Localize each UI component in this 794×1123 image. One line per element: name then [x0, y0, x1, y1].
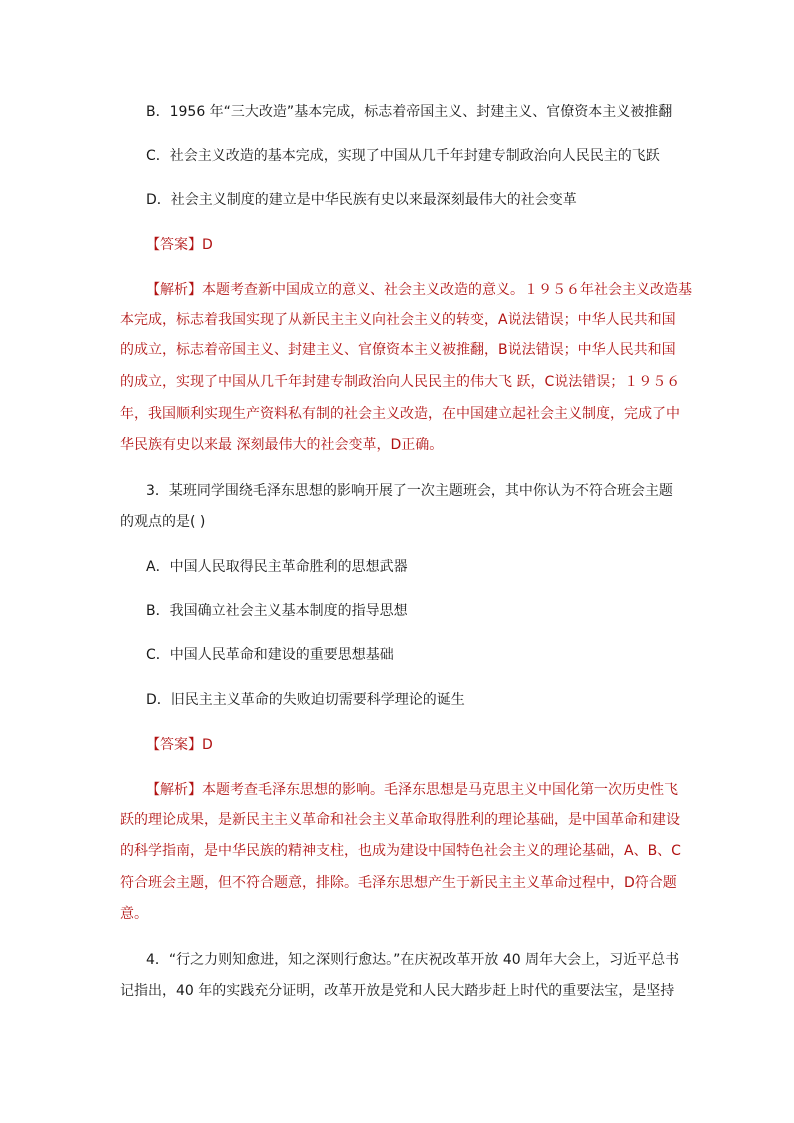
q2-analysis-line-1: 【解析】本题考查新中国成立的意义、社会主义改造的意义。１９５６年社会主义改造基: [146, 282, 692, 298]
answer-label: 【答案】: [146, 737, 202, 753]
answer-label: 【答案】: [146, 237, 202, 253]
q3-analysis-line-1: 【解析】本题考查毛泽东思想的影响。毛泽东思想是马克思主义中国化第一次历史性飞: [146, 782, 678, 798]
q2-answer: [146, 235, 213, 255]
q3-stem-line-2: 的观点的是( ): [120, 514, 206, 530]
q2-analysis-line-5: 年，我国顺利实现生产资料私有制的社会主义改造，在中国建立起社会主义制度，完成了中: [120, 406, 680, 422]
q3-analysis-line-2: 跃的理论成果，是新民主主义革命和社会主义革命取得胜利的理论基础，是中国革命和建设: [120, 812, 680, 828]
q3-analysis-line-5: 意。: [120, 906, 148, 922]
q2-analysis-line-4: 的成立，实现了中国从几千年封建专制政治向人民民主的伟大飞 跃，C说法错误；１９５６: [120, 374, 681, 390]
q2-option-b: B．1956 年“三大改造”基本完成，标志着帝国主义、封建主义、官僚资本主义被推翻: [146, 104, 673, 120]
q4-stem-line-1: 4．“行之力则知愈进，知之深则行愈达。”在庆祝改革开放 40 周年大会上，习近平总书: [146, 952, 680, 968]
answer-value: D: [202, 237, 213, 253]
q3-stem-line-1: 3．某班同学围绕毛泽东思想的影响开展了一次主题班会，其中你认为不符合班会主题: [146, 483, 673, 499]
q3-option-b: B．我国确立社会主义基本制度的指导思想: [146, 603, 408, 619]
q3-analysis-line-4: 符合班会主题，但不符合题意，排除。毛泽东思想产生于新民主主义革命过程中，D符合题: [120, 875, 677, 891]
q2-option-d: D．社会主义制度的建立是中华民族有史以来最深刻最伟大的社会变革: [146, 192, 577, 208]
q3-option-a: A．中国人民取得民主革命胜利的思想武器: [146, 559, 408, 575]
q2-analysis-line-2: 本完成，标志着我国实现了从新民主主义向社会主义的转变，A说法错误；中华人民共和国: [120, 312, 676, 328]
q2-option-c: C．社会主义改造的基本完成，实现了中国从几千年封建专制政治向人民民主的飞跃: [146, 148, 660, 164]
q3-option-d: D．旧民主主义革命的失败迫切需要科学理论的诞生: [146, 692, 465, 708]
q2-analysis-line-3: 的成立，标志着帝国主义、封建主义、官僚资本主义被推翻，B说法错误；中华人民共和国: [120, 342, 676, 358]
analysis-label: 【解析】: [146, 282, 202, 298]
answer-value: D: [202, 737, 213, 753]
q3-option-c: C．中国人民革命和建设的重要思想基础: [146, 647, 394, 663]
q4-stem-line-2: 记指出，40 年的实践充分证明，改革开放是党和人民大踏步赶上时代的重要法宝，是坚持: [120, 983, 675, 999]
q3-answer: [146, 735, 213, 755]
q3-analysis-line-3: 的科学指南，是中华民族的精神支柱，也成为建设中国特色社会主义的理论基础，A、B、C: [120, 843, 681, 859]
q2-analysis-line-6: 华民族有史以来最 深刻最伟大的社会变革，D正确。: [120, 437, 444, 453]
analysis-label: 【解析】: [146, 782, 202, 798]
